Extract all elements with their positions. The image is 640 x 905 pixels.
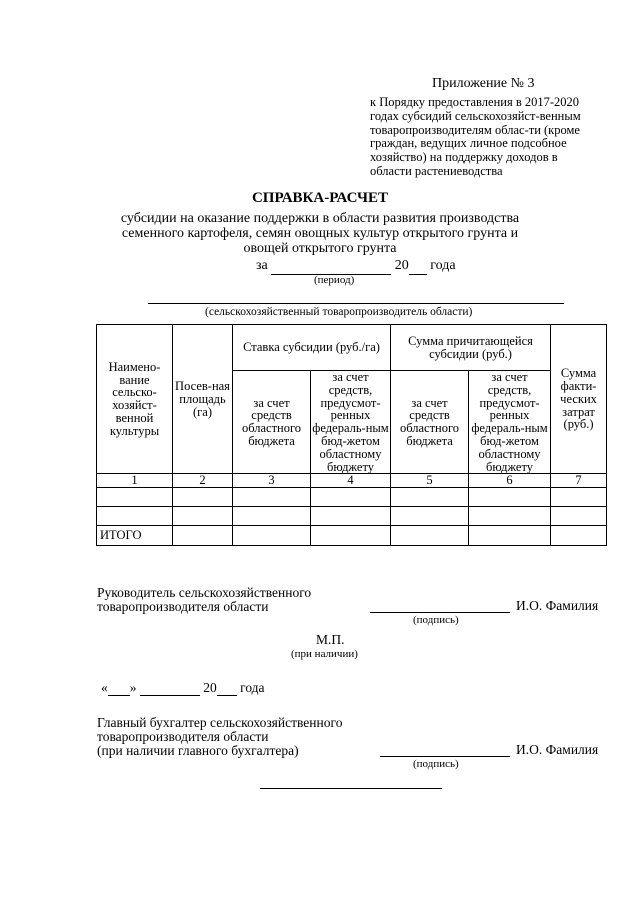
year-suffix: года <box>430 258 456 273</box>
table-cell <box>97 488 173 507</box>
table-cell <box>391 507 469 526</box>
table-cell <box>391 488 469 507</box>
organization-caption: (сельскохозяйственный товаропроизводитель области) <box>205 306 473 318</box>
table-cell <box>173 488 233 507</box>
accountant-signature-line <box>380 756 510 757</box>
column-number-row <box>97 474 607 488</box>
date-close-quote: » <box>129 680 137 695</box>
accountant-signature-caption: (подпись) <box>413 758 459 770</box>
accountant-label-line2: товаропроизводителя области <box>97 729 269 744</box>
header-crop: Наимено-вание сельско-хозяйст-венной культуры <box>97 325 173 474</box>
table-cell <box>469 526 551 546</box>
total-label: ИТОГО <box>97 526 173 546</box>
annex-reference: к Порядку предоставления в 2017-2020 годах субсидий сельскохозяйст-венным товаропроизводителям облас-ти (кроме граждан, ведущих личное подсобное хозяйство) на поддержку доходов в области растениеводства <box>370 95 581 178</box>
table-cell <box>173 526 233 546</box>
column-number: 6 <box>469 474 551 488</box>
table-cell <box>233 526 311 546</box>
annex-title: Приложение № 3 <box>432 76 535 91</box>
date-year-prefix: 20 <box>203 680 217 695</box>
year-prefix: 20 <box>394 258 409 273</box>
date-year-suffix: года <box>240 680 265 695</box>
header-area: Посев-ная площадь (га) <box>173 325 233 474</box>
organization-line <box>148 303 564 304</box>
closing-divider <box>260 788 442 789</box>
table-cell <box>97 507 173 526</box>
column-number: 1 <box>97 474 173 488</box>
total-row <box>97 526 607 546</box>
accountant-label-line1: Главный бухгалтер сельскохозяйственного <box>97 715 343 730</box>
table-cell <box>311 526 391 546</box>
date-open-quote: « <box>101 680 108 695</box>
head-fio: И.О. Фамилия <box>516 598 599 613</box>
table-cell <box>311 488 391 507</box>
header-rate-regional: за счет средств областного бюджета <box>233 371 311 474</box>
column-number: 5 <box>391 474 469 488</box>
table-cell <box>469 488 551 507</box>
table-cell <box>173 507 233 526</box>
period-prefix: за <box>256 258 268 273</box>
date-year-blank <box>217 681 237 696</box>
calculation-table <box>96 324 607 546</box>
table-cell <box>233 488 311 507</box>
document-title: СПРАВКА-РАСЧЕТ <box>251 190 389 206</box>
head-signature-caption: (подпись) <box>413 614 459 626</box>
table-cell <box>551 507 607 526</box>
document-subtitle: субсидии на оказание поддержки в области развития производства семенного картофеля, семян овощных культур открытого грунта и овощей открытого грунта <box>120 211 520 256</box>
column-number: 7 <box>551 474 607 488</box>
period-caption: (период) <box>314 274 355 286</box>
header-rate-federal: за счет средств, предусмот-ренных федераль-ным бюд-жетом областному бюджету <box>312 370 389 474</box>
table-cell <box>551 488 607 507</box>
day-blank <box>108 681 130 696</box>
period-blank <box>271 258 391 275</box>
month-blank <box>140 681 200 696</box>
accountant-label-line3: (при наличии главного бухгалтера) <box>97 743 299 758</box>
table-cell <box>233 507 311 526</box>
header-amount-federal: за счет средств, предусмот-ренных федераль-ным бюд-жетом областному бюджету <box>469 371 551 474</box>
header-amount-group: Сумма причитающейся субсидии (руб.) <box>391 325 551 371</box>
stamp-label: М.П. <box>316 632 345 647</box>
head-label-line1: Руководитель сельскохозяйственного <box>97 585 312 600</box>
period-line <box>256 258 456 275</box>
column-number: 3 <box>233 474 311 488</box>
table-cell <box>391 526 469 546</box>
head-signature-line <box>370 612 510 613</box>
table-row <box>97 488 607 507</box>
header-actual-costs: Сумма факти-ческих затрат (руб.) <box>551 325 607 474</box>
header-amount-regional: за счет средств областного бюджета <box>391 371 469 474</box>
column-number: 2 <box>173 474 233 488</box>
stamp-note: (при наличии) <box>291 648 358 660</box>
head-label-line2: товаропроизводителя области <box>97 599 269 614</box>
table-cell <box>551 526 607 546</box>
year-blank <box>409 258 427 275</box>
header-rate-group: Ставка субсидии (руб./га) <box>233 325 391 371</box>
column-number: 4 <box>311 474 391 488</box>
date-line <box>101 681 265 696</box>
accountant-fio: И.О. Фамилия <box>516 742 599 757</box>
table-cell <box>311 507 391 526</box>
table-row <box>97 507 607 526</box>
table-cell <box>469 507 551 526</box>
